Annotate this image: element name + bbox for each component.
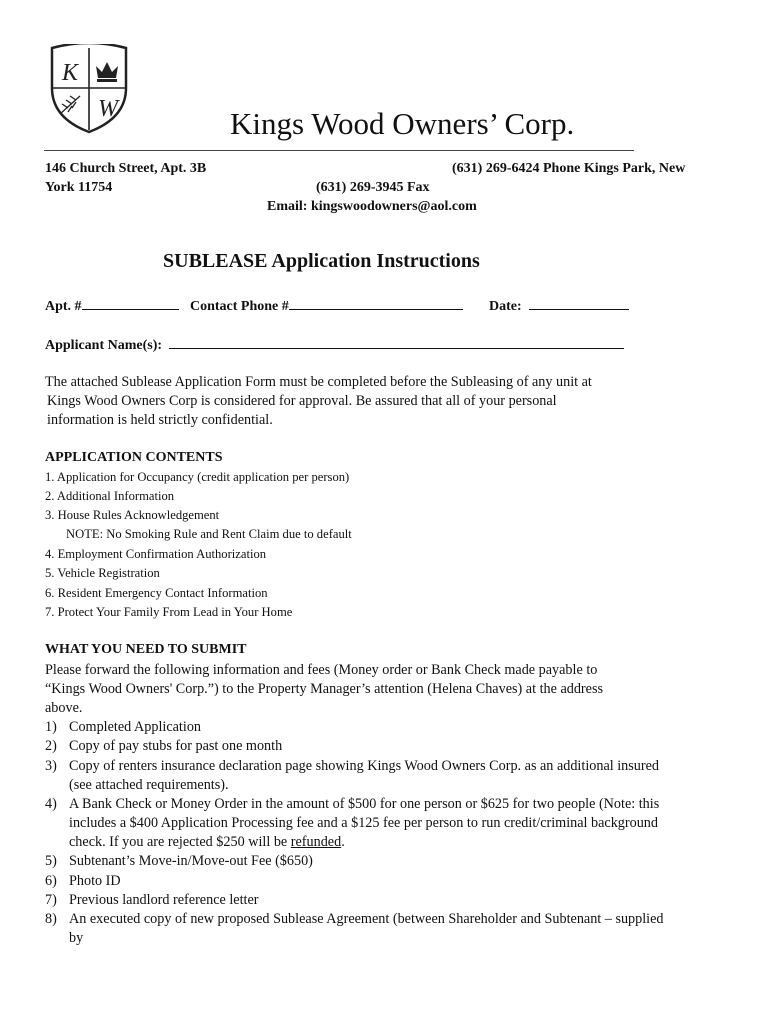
intro-line-2: Kings Wood Owners Corp is considered for approval. Be assured that all of your personal — [47, 393, 557, 409]
submit-item-number: 4) — [45, 796, 57, 812]
crown-shield-icon — [48, 44, 130, 134]
apt-field[interactable] — [45, 297, 179, 315]
org-title: Kings Wood Owners’ Corp. — [230, 106, 575, 141]
apt-blank[interactable] — [82, 297, 179, 310]
submit-item-text: Photo ID — [69, 873, 121, 889]
submit-intro-line: above. — [45, 700, 83, 716]
submit-item-text: Previous landlord reference letter — [69, 892, 259, 908]
submit-item-text: includes a $400 Application Processing fee and a $125 fee per person to run credit/criminal background — [69, 815, 658, 831]
intro-line-3: information is held strictly confidential. — [47, 412, 273, 428]
submit-item-text: by — [69, 930, 84, 946]
list-note: NOTE: No Smoking Rule and Rent Claim due to default — [66, 527, 352, 541]
submit-item-number: 8) — [45, 911, 57, 927]
submit-intro-line: Please forward the following information and fees (Money order or Bank Check made payable to — [45, 662, 598, 678]
submit-item-number: 6) — [45, 873, 57, 889]
submit-item-number: 3) — [45, 758, 57, 774]
list-item: 7. Protect Your Family From Lead in Your Home — [45, 605, 293, 619]
date-field[interactable] — [489, 297, 629, 315]
refund-suffix: . — [341, 834, 345, 850]
refunded-link[interactable]: refunded — [290, 834, 342, 850]
phone-number: (631) 269-6424 Phone Kings Park, New — [452, 161, 686, 176]
list-item: 3. House Rules Acknowledgement — [45, 508, 220, 522]
contact-phone-label: Contact Phone # — [190, 299, 289, 314]
address-line-1: 146 Church Street, Apt. 3B — [45, 161, 207, 176]
submit-item-text: Completed Application — [69, 719, 202, 735]
date-blank[interactable] — [529, 297, 629, 310]
submit-item-text: Subtenant’s Move-in/Move-out Fee ($650) — [69, 853, 313, 869]
email-address[interactable]: Email: kingswoodowners@aol.com — [267, 199, 477, 214]
submit-item-text — [69, 834, 345, 851]
fax-number: (631) 269-3945 Fax — [316, 180, 430, 195]
submit-item-number: 7) — [45, 892, 57, 908]
submit-item-text: Copy of pay stubs for past one month — [69, 738, 283, 754]
header-divider — [44, 150, 634, 151]
submit-item-text: An executed copy of new proposed Sublease Agreement (between Shareholder and Subtenant – supplied — [69, 911, 664, 927]
list-item: 6. Resident Emergency Contact Information — [45, 586, 268, 600]
submit-item-number: 5) — [45, 853, 57, 869]
applicant-name-label: Applicant Name(s): — [45, 338, 163, 353]
contact-phone-field[interactable] — [190, 297, 463, 315]
address-line-2: York 11754 — [45, 180, 113, 195]
refund-prefix: check. If you are rejected $250 will be — [69, 834, 291, 850]
contact-phone-blank[interactable] — [289, 297, 463, 310]
list-item: 4. Employment Confirmation Authorization — [45, 547, 267, 561]
submit-intro-line: “Kings Wood Owners' Corp.”) to the Property Manager’s attention (Helena Chaves) at the address — [45, 681, 603, 697]
submit-item-text: (see attached requirements). — [69, 777, 229, 793]
list-item: 5. Vehicle Registration — [45, 566, 160, 580]
apt-label: Apt. # — [45, 299, 82, 314]
list-item: 1. Application for Occupancy (credit application per person) — [45, 470, 350, 484]
logo-letter-w: W — [98, 96, 118, 122]
date-label: Date: — [489, 299, 522, 314]
applicant-name-blank[interactable] — [169, 336, 624, 349]
logo-letter-k: K — [61, 60, 79, 86]
submit-item-text: A Bank Check or Money Order in the amount of $500 for one person or $625 for two people (Note: this — [69, 796, 660, 812]
submit-item-number: 2) — [45, 738, 57, 754]
submit-item-text: Copy of renters insurance declaration page showing Kings Wood Owners Corp. as an additional insured — [69, 758, 659, 774]
applicant-name-field[interactable] — [45, 336, 624, 354]
list-item: 2. Additional Information — [45, 489, 175, 503]
contents-heading: APPLICATION CONTENTS — [45, 450, 223, 465]
page-heading: SUBLEASE Application Instructions — [163, 250, 480, 272]
submit-item-number: 1) — [45, 719, 57, 735]
submit-heading: WHAT YOU NEED TO SUBMIT — [45, 642, 247, 657]
intro-line-1: The attached Sublease Application Form must be completed before the Subleasing of any unit at — [45, 374, 592, 390]
